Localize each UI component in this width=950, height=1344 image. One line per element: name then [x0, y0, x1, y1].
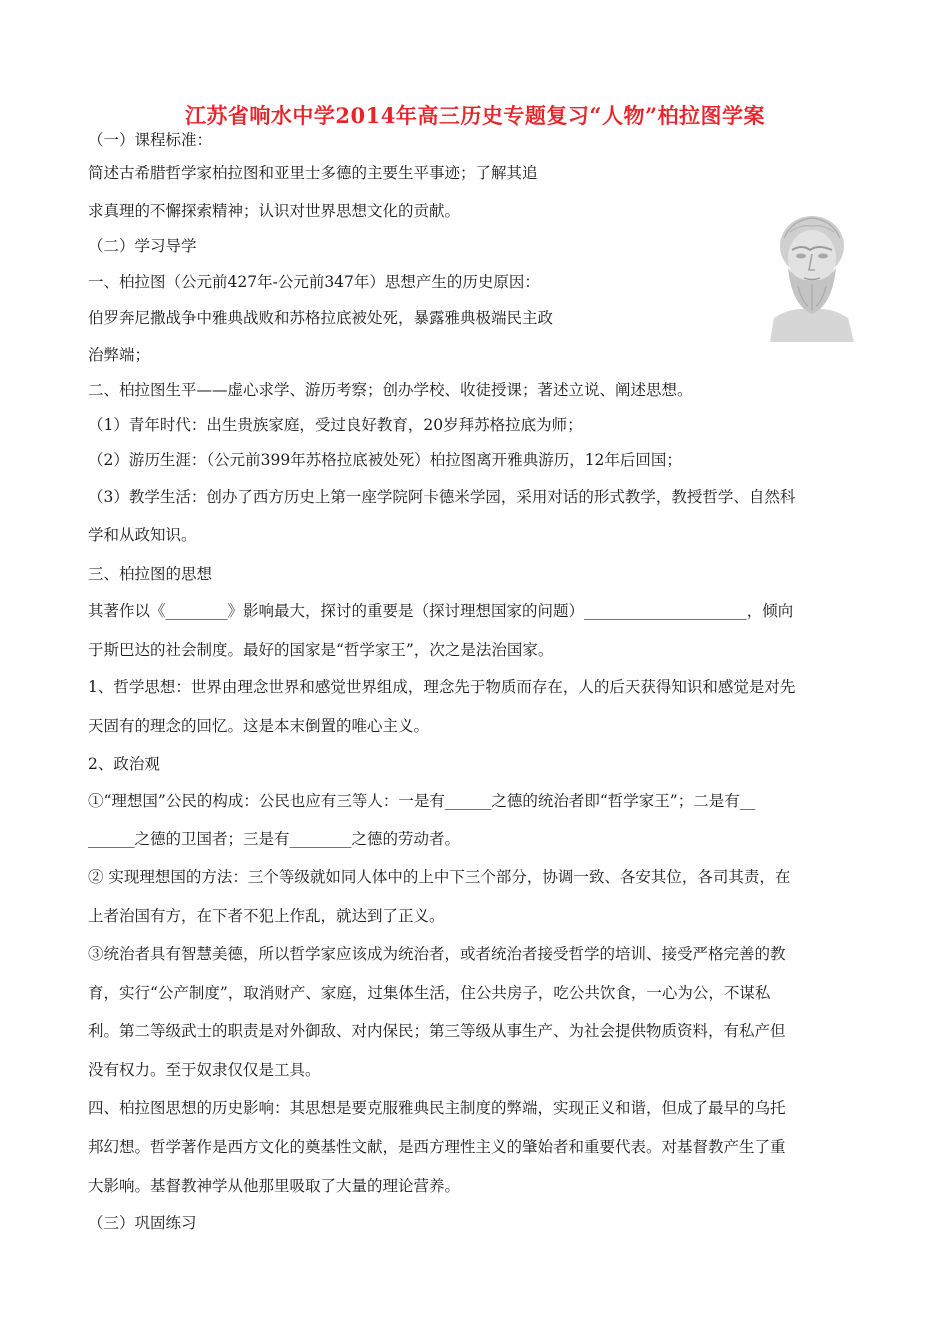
paragraph-line: （3）教学生活：创办了西方历史上第一座学院阿卡德米学园，采用对话的形式教学，教授哲学、自然科: [88, 488, 796, 506]
paragraph-line: 学和从政知识。: [88, 526, 197, 544]
paragraph-line: 育，实行“公产制度”，取消财产、家庭，过集体生活，住公共房子，吃公共饮食，一心为公，不谋私: [88, 984, 771, 1002]
section-heading: （三）巩固练习: [88, 1214, 197, 1232]
paragraph-line: 邦幻想。哲学著作是西方文化的奠基性文献，是西方理性主义的肇始者和重要代表。对基督教产生了重: [88, 1138, 786, 1156]
paragraph-line: 一、柏拉图（公元前427年-公元前347年）思想产生的历史原因：: [88, 273, 540, 291]
plato-bust-image: [762, 206, 860, 342]
paragraph-line: （2）游历生涯：（公元前399年苏格拉底被处死）柏拉图离开雅典游历，12年后回国；: [88, 451, 682, 469]
paragraph-line: 治弊端；: [88, 346, 151, 364]
section-heading: 2、政治观: [88, 755, 160, 773]
paragraph-line: 简述古希腊哲学家柏拉图和亚里士多德的主要生平事迹；了解其追: [88, 164, 538, 182]
paragraph-line: ______之德的卫国者；三是有________之德的劳动者。: [88, 830, 461, 848]
paragraph-line: 二、柏拉图生平——虚心求学、游历考察；创办学校、收徒授课；著述立说、阐述思想。: [88, 381, 693, 399]
paragraph-line: 求真理的不懈探索精神；认识对世界思想文化的贡献。: [88, 202, 461, 220]
paragraph-line: 利。第二等级武士的职责是对外御敌、对内保民；第三等级从事生产、为社会提供物质资料，有私产但: [88, 1022, 786, 1040]
paragraph-line: ①“理想国”公民的构成：公民也应有三等人：一是有______之德的统治者即“哲学家王”；二是有__: [88, 792, 756, 810]
paragraph-line: ② 实现理想国的方法：三个等级就如同人体中的上中下三个部分，协调一致、各安其位，各司其责，在: [88, 868, 791, 886]
section-heading: 三、柏拉图的思想: [88, 565, 213, 583]
paragraph-line: 其著作以《________》影响最大，探讨的重要是（探讨理想国家的问题）_____________________，倾向: [88, 602, 794, 620]
section-heading: （一）课程标准：: [88, 131, 213, 149]
paragraph-line: 四、柏拉图思想的历史影响：其思想是要克服雅典民主制度的弊端，实现正义和谐，但成了最早的乌托: [88, 1099, 786, 1117]
paragraph-line: 上者治国有方，在下者不犯上作乱，就达到了正义。: [88, 907, 445, 925]
paragraph-line: 伯罗奔尼撒战争中雅典战败和苏格拉底被处死，暴露雅典极端民主政: [88, 309, 554, 327]
paragraph-line: 天固有的理念的回忆。这是本末倒置的唯心主义。: [88, 717, 430, 735]
document-title: 江苏省响水中学2014年高三历史专题复习“人物”柏拉图学案: [184, 103, 766, 128]
paragraph-line: 于斯巴达的社会制度。最好的国家是“哲学家王”，次之是法治国家。: [88, 641, 554, 659]
paragraph-line: ③统治者具有智慧美德，所以哲学家应该成为统治者，或者统治者接受哲学的培训、接受严格完善的教: [88, 945, 786, 963]
paragraph-line: （1）青年时代：出生贵族家庭，受过良好教育，20岁拜苏格拉底为师；: [88, 416, 583, 434]
paragraph-line: 大影响。基督教神学从他那里吸取了大量的理论营养。: [88, 1177, 461, 1195]
paragraph-line: 1、哲学思想：世界由理念世界和感觉世界组成，理念先于物质而存在，人的后天获得知识和感觉是对先: [88, 678, 796, 696]
section-heading: （二）学习导学: [88, 237, 197, 255]
paragraph-line: 没有权力。至于奴隶仅仅是工具。: [88, 1061, 321, 1079]
